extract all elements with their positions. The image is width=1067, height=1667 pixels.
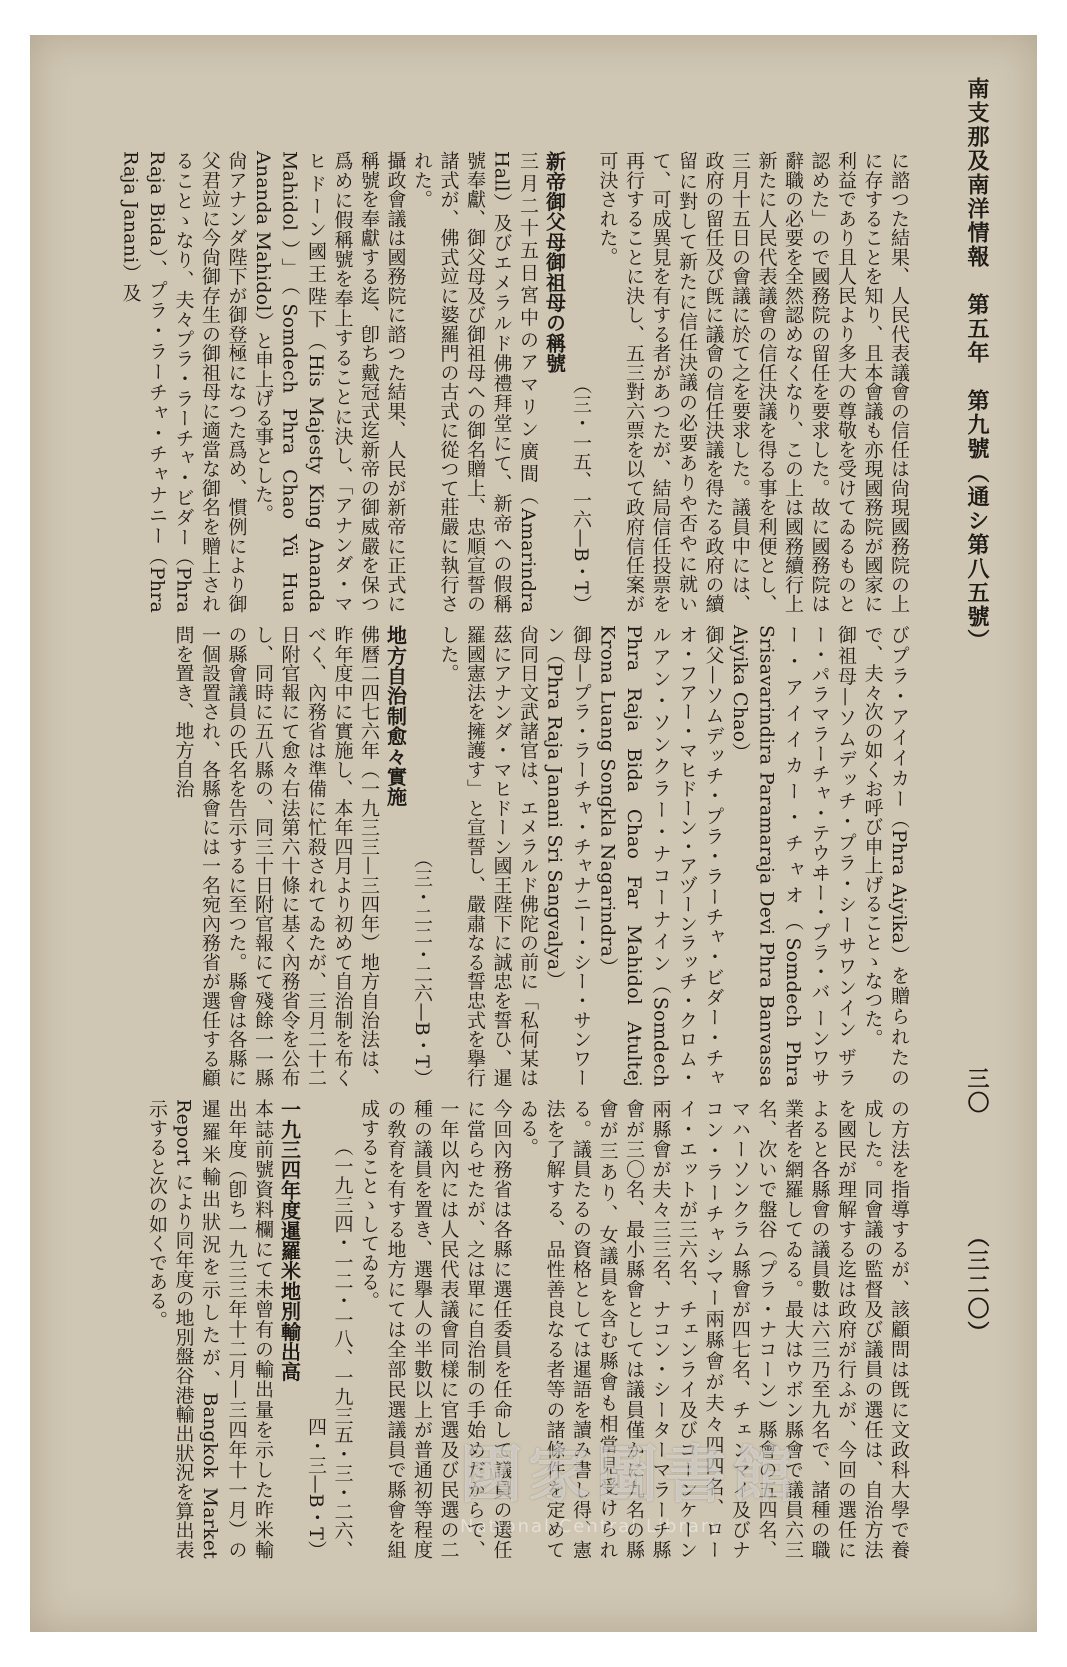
source-citation: （三・二二・二六—B・T） [411, 848, 433, 1087]
watermark-english: National Central Library [460, 1516, 723, 1537]
paragraph: 本誌前號資料欄にて未曾有の輸出量を示した昨米輸出年度（卽ち一九三三年十二月—三四年十一月）の暹羅米輸出狀況を示したが、Bangkok Market Report により同年度の地別盤谷港輸出狀況を算出表示すると次の如くである。 [146, 1099, 274, 1566]
paragraph: 御祖母—ソムデッチ・プラ・シーサワンイン ザラー・パラマラーチャ・テウヰー・プラ・バ ーンワサー・アイイカー・チャオ（Somdech Phra Srisavarindira Paramaraja Devi Phra Banvassa Aiyika Chao） [729, 625, 857, 1094]
source-citation: （一九三四・一二・一八、一九三五・三・二六、四・三—B・T） [305, 1136, 354, 1559]
source-citation: （三・一五、一六—B・T） [570, 374, 592, 613]
text-band-top-right [112, 151, 912, 620]
page-number-right: （三二〇） [964, 1225, 990, 1345]
paragraph: 御母—プラ・ラーチャ・チャナニー・シー・サンワーン（Phra Raja Janani Sri Sangvalya） [543, 625, 592, 1087]
text-band-bottom [112, 1099, 912, 1566]
section-heading: 一九三四年度暹羅米地別輸出高 [277, 1099, 302, 1382]
paragraph: 尙アナンダ陛下が御登極になつた爲め、慣例により御父君竝に今尙御存生の御祖母に適當な御名を贈上されることゝなり、夫々プラ・ラーチャ・ビダー（Phra Raja Bida）、プラ・ラーチャ・チャナニー（Phra Raja Janani）及 [119, 151, 248, 620]
paragraph: 今回內務省は各縣に選任委員を任命して議員の選任に當らせたが、之は單に自治制の手始めだからで、一年以內には人民代表議會同樣に官選及び民選の二種の議員を置き、選擧人の半數以上が普通初等程度の敎育を有する地方にては全部民選議員で縣會を組成することゝしてゐる。 [358, 1099, 513, 1559]
paragraph: 攝政會議は國務院に諮つた結果、人民が新帝に正式に稱號を奉獻する迄、卽ち戴冠式迄新帝の御威嚴を保つ爲めに假稱號を奉上することに決し、「アナンダ・マヒドーン國王陛下（His Majesty King Ananda Mahidol）」（Somdech Phra Chao Yü Hua Ananda Mahidol）と申上げる事とした。 [252, 151, 407, 620]
page-number-left: 三〇 [964, 1067, 990, 1115]
text-band-middle [112, 625, 912, 1094]
paragraph: に諮つた結果、人民代表議會の信任は尙現國務院の上に存することを知り、且本會議も亦現國務院が國家に利益であり且人民より多大の尊敬を受けてゐるものと認めた」ので國務院の留任を要求した。故に國務院は辭職の必要を全然認めなくなり、この上は國務續行上新たに人民代表議會の信任決議を得る事を利便とし、三月十五日の會議に於て之を要求した。議員中には、政府の留任及び旣に議會の信任決議を得たる政府の續留に對して新たに信任決議の必要ありや否やに就いて、可成異見を有する者があつたが、結局信任投票を再行することに決し、五三對六票を以て政府信任案が可決された。 [596, 151, 910, 613]
watermark-chinese: 國家圖書館 [460, 1438, 801, 1511]
paragraph: の方法を指導するが、該顧問は旣に文政科大學で養成した。同會議の監督及び議員の選任は、自治方法を國民が理解する迄は政府が行ふが、今回の選任によると各縣會の議員數は六三乃至九名で、諸種の職業者を網羅してゐる。最大はウボン縣會で議員六三名、次いで盤谷（プラ・ナコーン）縣會の五四名、マハーソンクラム縣會が四七名、チェンマイ及びナコン・ラーチャシマー兩縣會が夫々四四名、ローイ・エットが三六名、チェンライ及びコーンケーン兩縣會が夫々三三名、ナコン・シーターマラーチ縣會が三〇名、最小縣會としては議員僅かに九名の縣會が三あり、女議員を含む縣會も相當見受けられる。議員たるの資格としては暹語を讀み書し得、憲法を了解する、品性善良なる者等の諸條件を定めてゐる。 [517, 1099, 910, 1559]
document-page [30, 35, 1037, 1632]
section-heading: 地方自治制愈々實施 [383, 625, 408, 807]
paragraph: 三月二十五日宮中のアマリン廣間（Amarindra Hall）及びエメラルド佛禮拜堂にて、新帝への假稱號奉獻、御父母及び御祖母への御名贈上、忠順宣誓の諸式が、佛式竝に婆羅門の古式に從つて莊嚴に執行された。 [411, 151, 539, 620]
paragraph: 尙同日文武諸官は、エメラルド佛陀の前に「私何某は茲にアナンダ・マヒドーン國王陛下に誠忠を誓ひ、暹羅國憲法を擁護す」と宣誓し、嚴肅なる誓忠式を擧行した。 [437, 625, 539, 1087]
section-heading: 新帝御父母御祖母の稱號 [542, 151, 567, 374]
running-header-title: 南支那及南洋情報 第五年 第九號（通シ第八五號） [964, 77, 990, 653]
paragraph: 佛曆二四七六年（一九三三—三四年）地方自治法は、昨年度中に實施し、本年四月より初めて自治制を布くべく、內務省は準備に忙殺されてゐたが、三月二十二日附官報にて愈々右法第六十條に基く內務省令を公布し、同時に五八縣の、同三十日附官報にて殘餘一一縣の縣會議員の氏名を告示するに至つた。縣會は各縣に一個設置され、各縣會には一名宛內務省が選任する顧問を置き、地方自治 [172, 625, 380, 1087]
paragraph: 御父—ソムデッチ・プラ・ラーチャ・ビダー・チャオ・フアー・マヒドーン・アヅーンラッチ・クロム・ルアン・ソンクラー・ナコーナイン（Somdech Phra Raja Bida Chao Far Mahidol Atultej Krona Luang Songkla Nagarindra） [596, 625, 725, 1094]
paragraph: びプラ・アイイカー（Phra Aiyika）を贈られたので、夫々次の如くお呼び申上げることゝなつた。 [861, 625, 910, 1087]
